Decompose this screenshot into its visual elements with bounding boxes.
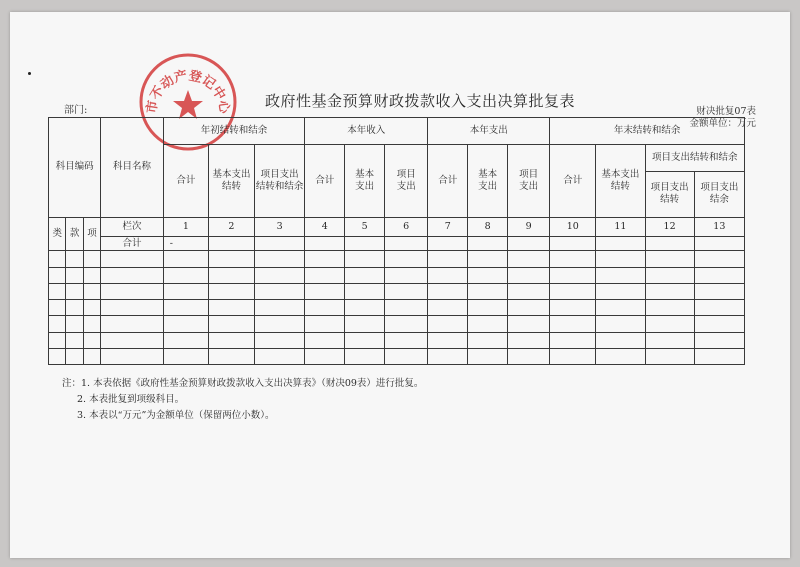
table-cell bbox=[468, 316, 508, 332]
table-cell bbox=[305, 348, 345, 364]
table-cell bbox=[305, 237, 345, 251]
table-cell bbox=[645, 237, 694, 251]
table-cell bbox=[83, 316, 100, 332]
col-beginning-basic-carry: 基本支出 结转 bbox=[208, 145, 254, 218]
table-cell bbox=[66, 267, 83, 283]
col-ending-basic-carry: 基本支出 结转 bbox=[596, 145, 645, 218]
col-income-total: 合计 bbox=[305, 145, 345, 218]
table-cell bbox=[255, 316, 305, 332]
table-cell bbox=[596, 316, 645, 332]
note-3: 3. 本表以“万元”为金额单位（保留两位小数）。 bbox=[77, 410, 275, 421]
table-cell bbox=[83, 251, 100, 267]
table-cell bbox=[255, 251, 305, 267]
table-cell bbox=[255, 267, 305, 283]
col-ending-project-group: 项目支出结转和结余 bbox=[645, 145, 745, 172]
column-number: 6 bbox=[385, 217, 428, 237]
form-code: 财决批复07表 bbox=[696, 106, 756, 117]
table-cell bbox=[596, 251, 645, 267]
code-col-kuan: 款 bbox=[66, 217, 83, 251]
table-cell bbox=[66, 332, 83, 348]
table-cell bbox=[345, 267, 385, 283]
table-cell bbox=[428, 267, 468, 283]
table-cell bbox=[101, 283, 164, 299]
table-cell bbox=[596, 332, 645, 348]
table-cell bbox=[345, 332, 385, 348]
table-cell bbox=[468, 267, 508, 283]
table-row bbox=[49, 332, 745, 348]
table-cell bbox=[508, 348, 550, 364]
col-beginning-project-carry-balance: 项目支出 结转和结余 bbox=[255, 145, 305, 218]
table-cell bbox=[163, 251, 208, 267]
table-cell bbox=[49, 283, 66, 299]
table-cell bbox=[428, 316, 468, 332]
table-cell bbox=[255, 283, 305, 299]
table-cell bbox=[385, 348, 428, 364]
table-cell bbox=[550, 332, 596, 348]
table-cell bbox=[305, 332, 345, 348]
table-cell bbox=[83, 283, 100, 299]
table-cell bbox=[508, 237, 550, 251]
table-cell bbox=[255, 348, 305, 364]
table-cell bbox=[83, 348, 100, 364]
table-cell bbox=[550, 300, 596, 316]
column-number-row bbox=[49, 217, 745, 237]
total-cell: - bbox=[163, 237, 208, 251]
col-ending-total: 合计 bbox=[550, 145, 596, 218]
column-number: 12 bbox=[645, 217, 694, 237]
table-cell bbox=[468, 332, 508, 348]
header-current-expenditure: 本年支出 bbox=[428, 118, 550, 145]
table-row bbox=[49, 267, 745, 283]
header-ending-balance: 年末结转和结余 bbox=[550, 118, 745, 145]
row-label-total: 合计 bbox=[101, 237, 164, 251]
column-number: 3 bbox=[255, 217, 305, 237]
table-row bbox=[49, 316, 745, 332]
table-cell bbox=[101, 300, 164, 316]
table-cell bbox=[163, 332, 208, 348]
table-cell bbox=[645, 283, 694, 299]
table-cell bbox=[49, 251, 66, 267]
table-cell bbox=[694, 237, 744, 251]
table-cell bbox=[385, 300, 428, 316]
seal-text: 市不动产登记中心 bbox=[144, 68, 232, 115]
table-cell bbox=[694, 300, 744, 316]
table-cell bbox=[49, 300, 66, 316]
table-cell bbox=[550, 237, 596, 251]
table-cell bbox=[596, 267, 645, 283]
table-cell bbox=[694, 267, 744, 283]
table-cell bbox=[345, 316, 385, 332]
table-cell bbox=[49, 316, 66, 332]
table-cell bbox=[208, 251, 254, 267]
table-cell bbox=[694, 348, 744, 364]
total-row bbox=[49, 237, 745, 251]
table-cell bbox=[66, 251, 83, 267]
table-cell bbox=[428, 332, 468, 348]
table-cell bbox=[385, 267, 428, 283]
table-cell bbox=[645, 348, 694, 364]
table-cell bbox=[305, 316, 345, 332]
table-cell bbox=[83, 300, 100, 316]
column-number: 10 bbox=[550, 217, 596, 237]
col-income-project: 项目 支出 bbox=[385, 145, 428, 218]
approval-table bbox=[48, 117, 745, 365]
note-1: 注：1. 本表依据《政府性基金预算财政拨款收入支出决算表》（财决09表）进行批复。 bbox=[62, 378, 424, 389]
header-current-income: 本年收入 bbox=[305, 118, 428, 145]
table-cell bbox=[468, 348, 508, 364]
table-cell bbox=[385, 283, 428, 299]
header-subject-code: 科目编码 bbox=[49, 118, 101, 218]
table-cell bbox=[645, 316, 694, 332]
table-cell bbox=[255, 237, 305, 251]
col-expenditure-project: 项目 支出 bbox=[508, 145, 550, 218]
table-cell bbox=[694, 251, 744, 267]
table-cell bbox=[694, 316, 744, 332]
table-cell bbox=[66, 316, 83, 332]
table-cell bbox=[428, 283, 468, 299]
col-ending-project-balance: 项目支出 结余 bbox=[694, 172, 744, 218]
table-cell bbox=[468, 283, 508, 299]
row-label-lanci: 栏次 bbox=[101, 217, 164, 237]
table-cell bbox=[645, 332, 694, 348]
table-cell bbox=[83, 267, 100, 283]
table-row bbox=[49, 348, 745, 364]
column-number: 2 bbox=[208, 217, 254, 237]
speck-mark bbox=[28, 72, 31, 75]
table-cell bbox=[305, 283, 345, 299]
table-cell bbox=[428, 300, 468, 316]
table-cell bbox=[385, 251, 428, 267]
table-cell bbox=[385, 237, 428, 251]
table-cell bbox=[550, 348, 596, 364]
table-cell bbox=[101, 267, 164, 283]
department-label: 部门: bbox=[64, 105, 88, 116]
table-cell bbox=[101, 332, 164, 348]
column-number: 13 bbox=[694, 217, 744, 237]
table-cell bbox=[208, 300, 254, 316]
table-cell bbox=[596, 300, 645, 316]
table-cell bbox=[163, 283, 208, 299]
table-cell bbox=[645, 267, 694, 283]
header-row-1 bbox=[49, 118, 745, 145]
table-cell bbox=[255, 332, 305, 348]
column-number: 9 bbox=[508, 217, 550, 237]
table-cell bbox=[208, 348, 254, 364]
table-cell bbox=[66, 348, 83, 364]
table-cell bbox=[101, 251, 164, 267]
amount-unit: 金额单位：万元 bbox=[689, 118, 756, 129]
table-cell bbox=[468, 237, 508, 251]
table-cell bbox=[468, 300, 508, 316]
document-title: 政府性基金预算财政拨款收入支出决算批复表 bbox=[264, 92, 575, 110]
column-number: 4 bbox=[305, 217, 345, 237]
table-cell bbox=[428, 251, 468, 267]
col-beginning-total: 合计 bbox=[163, 145, 208, 218]
table-cell bbox=[345, 251, 385, 267]
table-cell bbox=[101, 348, 164, 364]
table-cell bbox=[508, 267, 550, 283]
notes bbox=[62, 375, 423, 423]
table-cell bbox=[345, 237, 385, 251]
table-cell bbox=[208, 237, 254, 251]
table-cell bbox=[208, 332, 254, 348]
table-cell bbox=[49, 348, 66, 364]
table-cell bbox=[208, 316, 254, 332]
table-cell bbox=[49, 332, 66, 348]
table-cell bbox=[468, 251, 508, 267]
table-cell bbox=[305, 300, 345, 316]
table-cell bbox=[428, 348, 468, 364]
table-cell bbox=[66, 283, 83, 299]
table-cell bbox=[163, 348, 208, 364]
table-cell bbox=[101, 316, 164, 332]
column-number: 11 bbox=[596, 217, 645, 237]
table-cell bbox=[345, 300, 385, 316]
col-income-basic: 基本 支出 bbox=[345, 145, 385, 218]
table-cell bbox=[508, 283, 550, 299]
col-ending-project-carry: 项目支出 结转 bbox=[645, 172, 694, 218]
col-expenditure-basic: 基本 支出 bbox=[468, 145, 508, 218]
table-cell bbox=[345, 348, 385, 364]
table-cell bbox=[508, 316, 550, 332]
table-cell bbox=[596, 348, 645, 364]
table-cell bbox=[385, 332, 428, 348]
table-cell bbox=[645, 251, 694, 267]
table-row bbox=[49, 283, 745, 299]
table-cell bbox=[596, 237, 645, 251]
table-cell bbox=[305, 251, 345, 267]
table-row bbox=[49, 300, 745, 316]
col-expenditure-total: 合计 bbox=[428, 145, 468, 218]
header-beginning-balance: 年初结转和结余 bbox=[163, 118, 304, 145]
table-cell bbox=[508, 300, 550, 316]
table-cell bbox=[596, 283, 645, 299]
table-cell bbox=[255, 300, 305, 316]
table-cell bbox=[305, 267, 345, 283]
header-subject-name: 科目名称 bbox=[101, 118, 164, 218]
code-col-lei: 类 bbox=[49, 217, 66, 251]
table-cell bbox=[550, 283, 596, 299]
table-cell bbox=[345, 283, 385, 299]
table-cell bbox=[208, 267, 254, 283]
table-cell bbox=[508, 332, 550, 348]
table-cell bbox=[508, 251, 550, 267]
table-cell bbox=[550, 267, 596, 283]
column-number: 5 bbox=[345, 217, 385, 237]
table-cell bbox=[83, 332, 100, 348]
table-cell bbox=[694, 283, 744, 299]
note-2: 2. 本表批复到项级科目。 bbox=[77, 394, 185, 405]
table-row bbox=[49, 251, 745, 267]
table-cell bbox=[645, 300, 694, 316]
table-cell bbox=[49, 267, 66, 283]
table-cell bbox=[550, 251, 596, 267]
table-cell bbox=[66, 300, 83, 316]
table-cell bbox=[163, 316, 208, 332]
column-number: 8 bbox=[468, 217, 508, 237]
code-col-xiang: 项 bbox=[83, 217, 100, 251]
column-number: 7 bbox=[428, 217, 468, 237]
column-number: 1 bbox=[163, 217, 208, 237]
table-cell bbox=[694, 332, 744, 348]
table-cell bbox=[163, 267, 208, 283]
table-cell bbox=[550, 316, 596, 332]
table-cell bbox=[428, 237, 468, 251]
table-cell bbox=[163, 300, 208, 316]
table-cell bbox=[208, 283, 254, 299]
table-cell bbox=[385, 316, 428, 332]
